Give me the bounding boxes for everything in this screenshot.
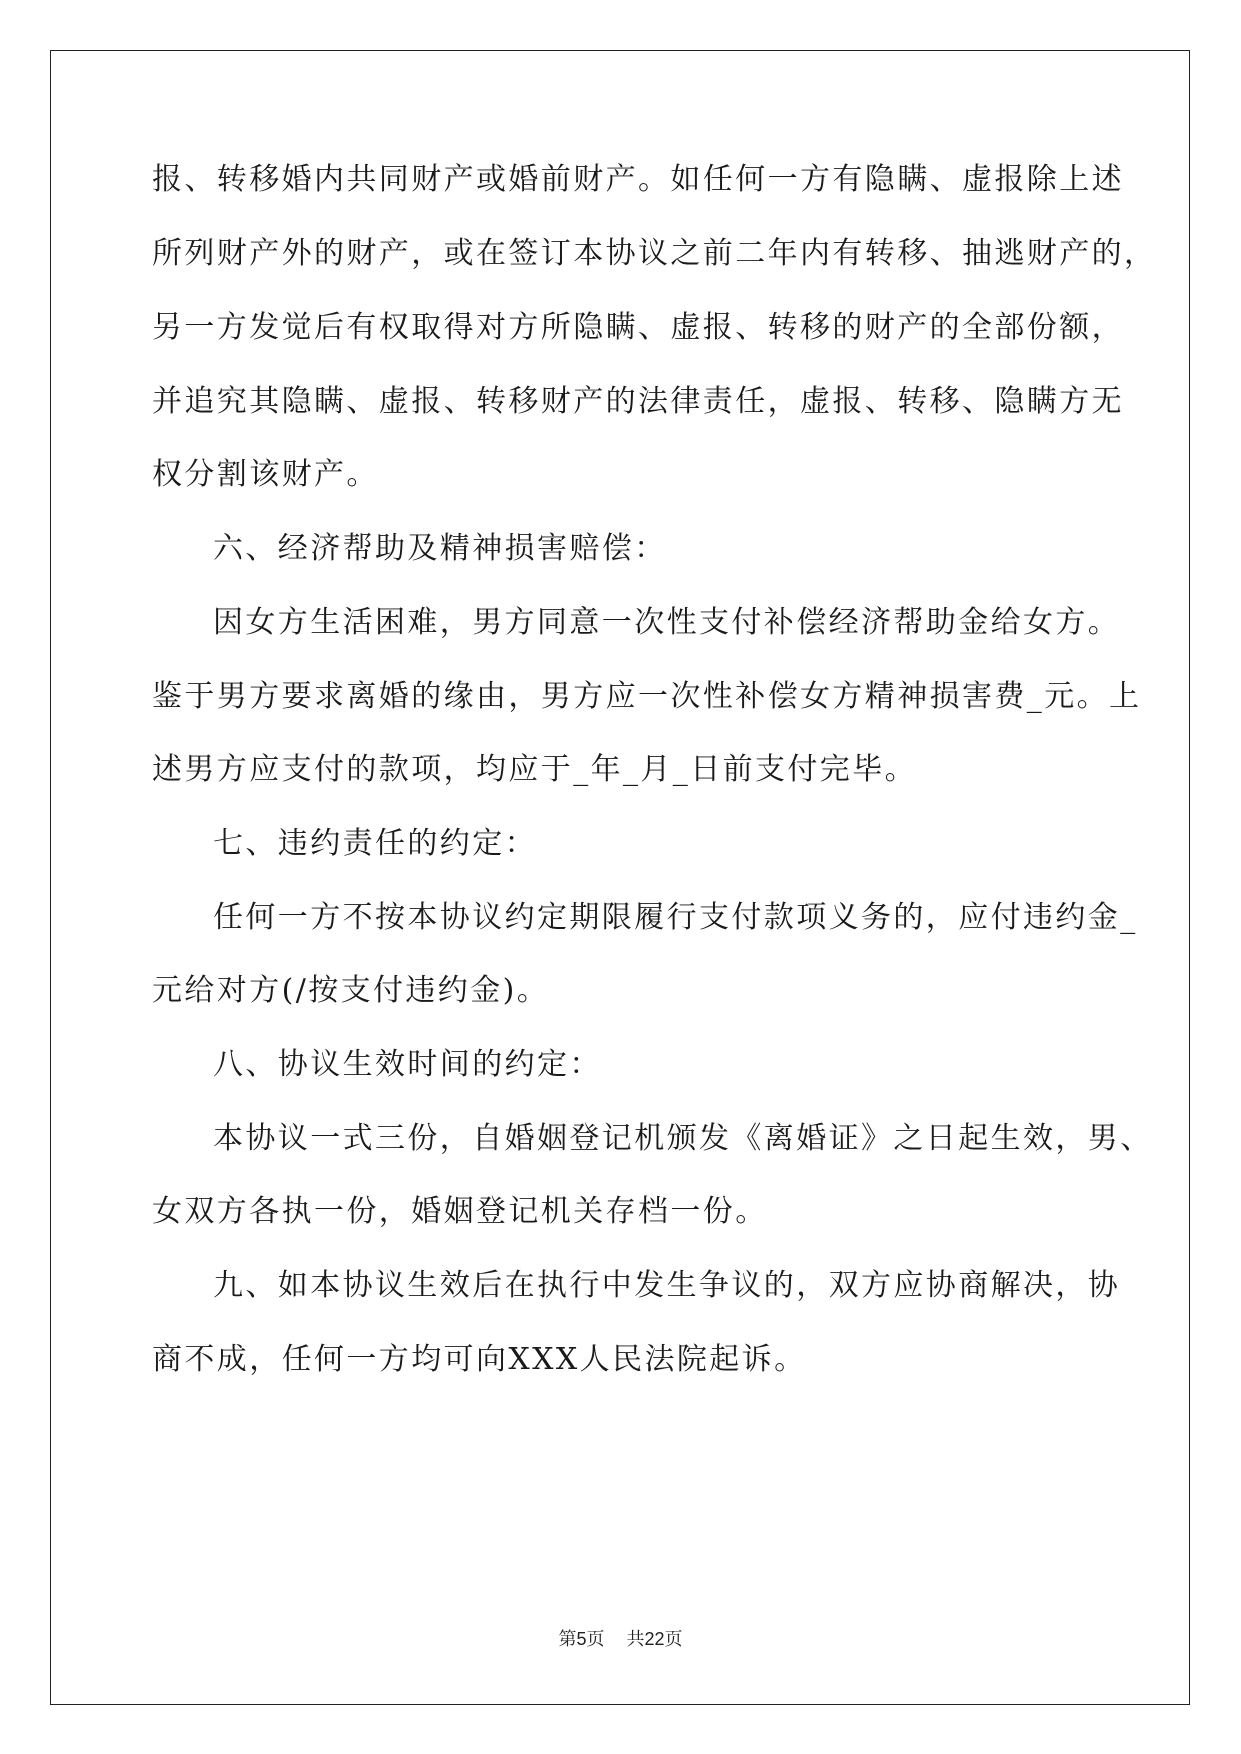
- page-prefix: 第: [558, 1629, 577, 1650]
- paragraph-line: 元给对方(/按支付违约金)。: [152, 973, 550, 1008]
- total-pages: 22: [644, 1629, 665, 1649]
- paragraph-line: 鉴于男方要求离婚的缘由，男方应一次性补偿女方精神损害费_元。上: [152, 679, 1142, 714]
- paragraph-line: 商不成，任何一方均可向XXX人民法院起诉。: [152, 1342, 807, 1377]
- page-border: [50, 50, 1190, 1705]
- page-suffix: 页: [586, 1629, 605, 1650]
- paragraph-line: 所列财产外的财产，或在签订本协议之前二年内有转移、抽逃财产的，: [152, 236, 1157, 271]
- paragraph-line: 任何一方不按本协议约定期限履行支付款项义务的，应付违约金_: [213, 900, 1138, 935]
- paragraph-line: 述男方应支付的款项，均应于_年_月_日前支付完毕。: [152, 752, 917, 787]
- paragraph-line: 另一方发觉后有权取得对方所隐瞒、虚报、转移的财产的全部份额，: [152, 310, 1124, 345]
- paragraph-line: 女双方各执一份，婚姻登记机关存档一份。: [152, 1194, 768, 1229]
- paragraph-line: 九、如本协议生效后在执行中发生争议的，双方应协商解决，协: [213, 1268, 1121, 1303]
- page-footer: [0, 1627, 1241, 1652]
- paragraph-line: 因女方生活困难，男方同意一次性支付补偿经济帮助金给女方。: [213, 605, 1121, 640]
- page-number: 5: [576, 1629, 587, 1649]
- section-heading: 六、经济帮助及精神损害赔偿：: [213, 531, 667, 566]
- paragraph-line: 本协议一式三份，自婚姻登记机颁发《离婚证》之日起生效，男、: [213, 1121, 1153, 1156]
- total-suffix: 页: [664, 1629, 683, 1650]
- section-heading: 七、违约责任的约定：: [213, 826, 537, 861]
- paragraph-line: 权分割该财产。: [152, 457, 379, 492]
- paragraph-line: 并追究其隐瞒、虚报、转移财产的法律责任，虚报、转移、隐瞒方无: [152, 384, 1124, 419]
- total-prefix: 共: [626, 1629, 645, 1650]
- paragraph-line: 报、转移婚内共同财产或婚前财产。如任何一方有隐瞒、虚报除上述: [152, 162, 1124, 197]
- section-heading: 八、协议生效时间的约定：: [213, 1047, 602, 1082]
